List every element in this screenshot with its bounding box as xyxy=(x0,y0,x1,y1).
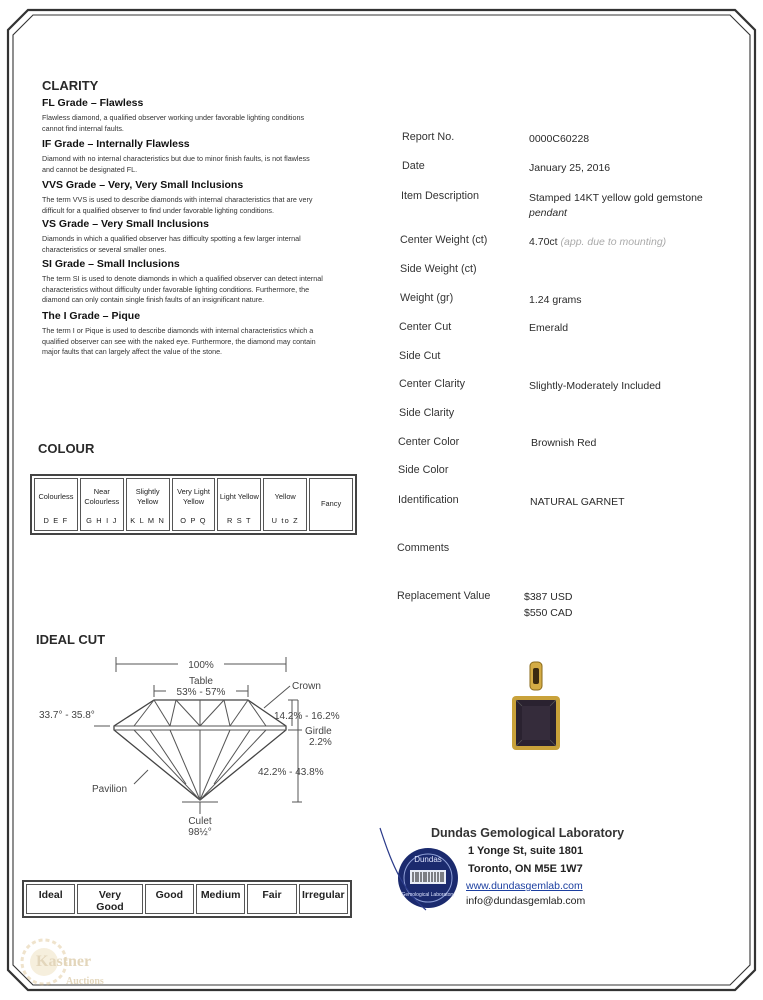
lab-address-line1: 1 Yonge St, suite 1801 xyxy=(468,845,584,857)
colour-cell-grade: Very Light Yellow xyxy=(177,487,210,506)
colour-cell xyxy=(126,478,170,531)
i-grade-line: The term I or Pique is used to describe diamonds with internal characteristics which a xyxy=(42,326,314,335)
center-cut-value: Emerald xyxy=(529,322,569,334)
lab-address-line2: Toronto, ON M5E 1W7 xyxy=(468,863,583,875)
auction-watermark-logo xyxy=(14,930,124,992)
if-grade-line: Diamond with no internal characteristics but due to minor finish faults, is not flawless xyxy=(42,154,310,163)
item-description-italic: pendant xyxy=(529,207,567,219)
item-description-label: Item Description xyxy=(401,190,480,202)
if-grade-title: IF Grade – Internally Flawless xyxy=(42,138,190,150)
fl-grade-text xyxy=(42,113,360,134)
colour-cell-letters: U to Z xyxy=(271,516,299,526)
report-no-label: Report No. xyxy=(402,131,455,143)
center-cut-label: Center Cut xyxy=(399,321,452,333)
lab-email: info@dundasgemlab.com xyxy=(466,895,586,907)
si-grade-text xyxy=(42,274,360,306)
i-grade-line: major faults that can largely affect the value of the stone. xyxy=(42,347,223,357)
identification-label: Identification xyxy=(398,494,459,506)
diagram-crown-angle: 33.7° - 35.8° xyxy=(39,710,95,721)
watermark-text-2: Auctions xyxy=(66,976,104,987)
colour-cell-grade: Yellow xyxy=(274,492,296,502)
clarity-heading: CLARITY xyxy=(42,78,99,93)
center-color-value: Brownish Red xyxy=(531,437,597,449)
date-value: January 25, 2016 xyxy=(529,162,611,174)
item-description-value-2 xyxy=(529,207,567,219)
diamond-proportions-diagram xyxy=(30,652,350,838)
colour-cell xyxy=(217,478,261,531)
i-grade-title: The I Grade – Pique xyxy=(42,310,141,322)
center-color-label: Center Color xyxy=(398,436,460,448)
comments-label: Comments xyxy=(397,542,450,554)
vs-grade-line: characteristics or several smaller ones. xyxy=(42,244,167,254)
colour-cell-letters: G H I J xyxy=(86,516,118,526)
center-weight-value xyxy=(529,236,666,248)
diagram-table-label: Table xyxy=(189,676,213,687)
if-grade-text xyxy=(42,154,360,175)
fl-grade-title: FL Grade – Flawless xyxy=(42,97,144,109)
report-no-value: 0000C60228 xyxy=(529,133,590,145)
center-weight-number: 4.70ct xyxy=(529,236,558,248)
diagram-table-range: 53% - 57% xyxy=(176,687,226,698)
vs-grade-text xyxy=(42,234,360,255)
svg-text:Gemological Laboratory: Gemological Laboratory xyxy=(401,892,455,898)
i-grade-line: qualified observer can see with the naked eye. Furthermore, the diamond may contain xyxy=(42,336,316,346)
si-grade-line: The term SI is used to denote diamonds in which a qualified observer can detect internal xyxy=(42,274,323,283)
fl-grade-line: cannot find internal faults. xyxy=(42,123,124,133)
colour-cell-letters: K L M N xyxy=(130,516,166,526)
colour-cell xyxy=(34,478,78,531)
item-description-value: Stamped 14KT yellow gold gemstone xyxy=(529,192,703,204)
i-grade-text xyxy=(42,326,360,358)
lab-website-link[interactable]: www.dundasgemlab.com xyxy=(466,880,583,892)
colour-cell-fancy xyxy=(309,478,353,531)
colour-cell-grade: Fancy xyxy=(321,499,342,509)
pendant-photo xyxy=(508,660,564,756)
cut-grade-cell: Fair xyxy=(247,884,296,914)
side-weight-label: Side Weight (ct) xyxy=(400,263,477,275)
cut-grade-cell: Irregular xyxy=(299,884,348,914)
si-grade-line: diamond can only contain single finish faults of an insignificant nature. xyxy=(42,295,265,305)
replacement-cad: $550 CAD xyxy=(524,607,573,619)
side-clarity-label: Side Clarity xyxy=(399,407,455,419)
weight-gr-label: Weight (gr) xyxy=(400,292,454,304)
colour-cell xyxy=(80,478,124,531)
fl-grade-line: Flawless diamond, a qualified observer working under favorable lighting conditions xyxy=(42,113,305,122)
colour-cell-grade: Colourless xyxy=(38,492,74,502)
svg-text:Dundas: Dundas xyxy=(414,855,442,864)
colour-scale-table xyxy=(30,474,357,535)
center-clarity-label: Center Clarity xyxy=(399,378,465,390)
diagram-crown-label: Crown xyxy=(292,681,321,692)
colour-cell-grade: Slightly Yellow xyxy=(135,487,160,506)
center-clarity-value: Slightly-Moderately Included xyxy=(529,380,661,392)
diagram-crown-height: 14.2% - 16.2% xyxy=(274,711,340,722)
cut-grade-cell: Very Good xyxy=(77,884,142,914)
diagram-pavilion-label: Pavilion xyxy=(92,784,128,795)
cut-grade-cell: Medium xyxy=(196,884,245,914)
si-grade-line: characteristics without difficulty under favorable lighting conditions. Furthermore, the xyxy=(42,284,310,294)
diagram-culet-value: 98½° xyxy=(188,827,212,838)
colour-cell-letters: D E F xyxy=(43,516,69,526)
si-grade-title: SI Grade – Small Inclusions xyxy=(42,258,180,270)
colour-cell-grade: Near Colourless xyxy=(84,487,120,506)
replacement-usd: $387 USD xyxy=(524,591,573,603)
diagram-girdle-label: Girdle xyxy=(305,726,332,737)
cut-grade-cell: Good xyxy=(145,884,194,914)
center-weight-label: Center Weight (ct) xyxy=(400,234,488,246)
vvs-grade-text xyxy=(42,195,360,216)
diagram-culet-label: Culet xyxy=(188,816,212,827)
diagram-girdle-value: 2.2% xyxy=(309,737,332,748)
colour-cell-letters: O P Q xyxy=(180,516,207,526)
vs-grade-title: VS Grade – Very Small Inclusions xyxy=(42,218,209,230)
date-label: Date xyxy=(402,160,425,172)
identification-value: NATURAL GARNET xyxy=(530,496,625,508)
cut-grade-table xyxy=(22,880,352,918)
if-grade-line: and cannot be designated FL. xyxy=(42,164,138,174)
colour-cell xyxy=(263,478,307,531)
lab-name: Dundas Gemological Laboratory xyxy=(431,826,625,840)
vvs-grade-line: The term VVS is used to describe diamonds with internal characteristics that are very xyxy=(42,195,313,204)
vvs-grade-line: difficult for a qualified observer to find under favorable lighting conditions. xyxy=(42,205,275,215)
colour-cell-letters: R S T xyxy=(226,516,252,526)
cut-grade-cell: Ideal xyxy=(26,884,75,914)
colour-cell-grade: Light Yellow xyxy=(219,492,259,502)
center-weight-note: (app. due to mounting) xyxy=(560,236,667,248)
vs-grade-line: Diamonds in which a qualified observer has difficulty spotting a few larger internal xyxy=(42,234,301,243)
colour-cell xyxy=(172,478,216,531)
diagram-pavilion-depth: 42.2% - 43.8% xyxy=(258,767,324,778)
diagram-width-label: 100% xyxy=(188,660,214,671)
vvs-grade-title: VVS Grade – Very, Very Small Inclusions xyxy=(42,179,244,191)
side-cut-label: Side Cut xyxy=(399,350,441,362)
watermark-text-1: Kastner xyxy=(36,953,92,970)
side-color-label: Side Color xyxy=(398,464,449,476)
colour-heading: COLOUR xyxy=(38,441,95,456)
ideal-cut-heading: IDEAL CUT xyxy=(36,632,106,647)
replacement-value-label: Replacement Value xyxy=(397,590,491,602)
weight-gr-value: 1.24 grams xyxy=(529,294,582,306)
